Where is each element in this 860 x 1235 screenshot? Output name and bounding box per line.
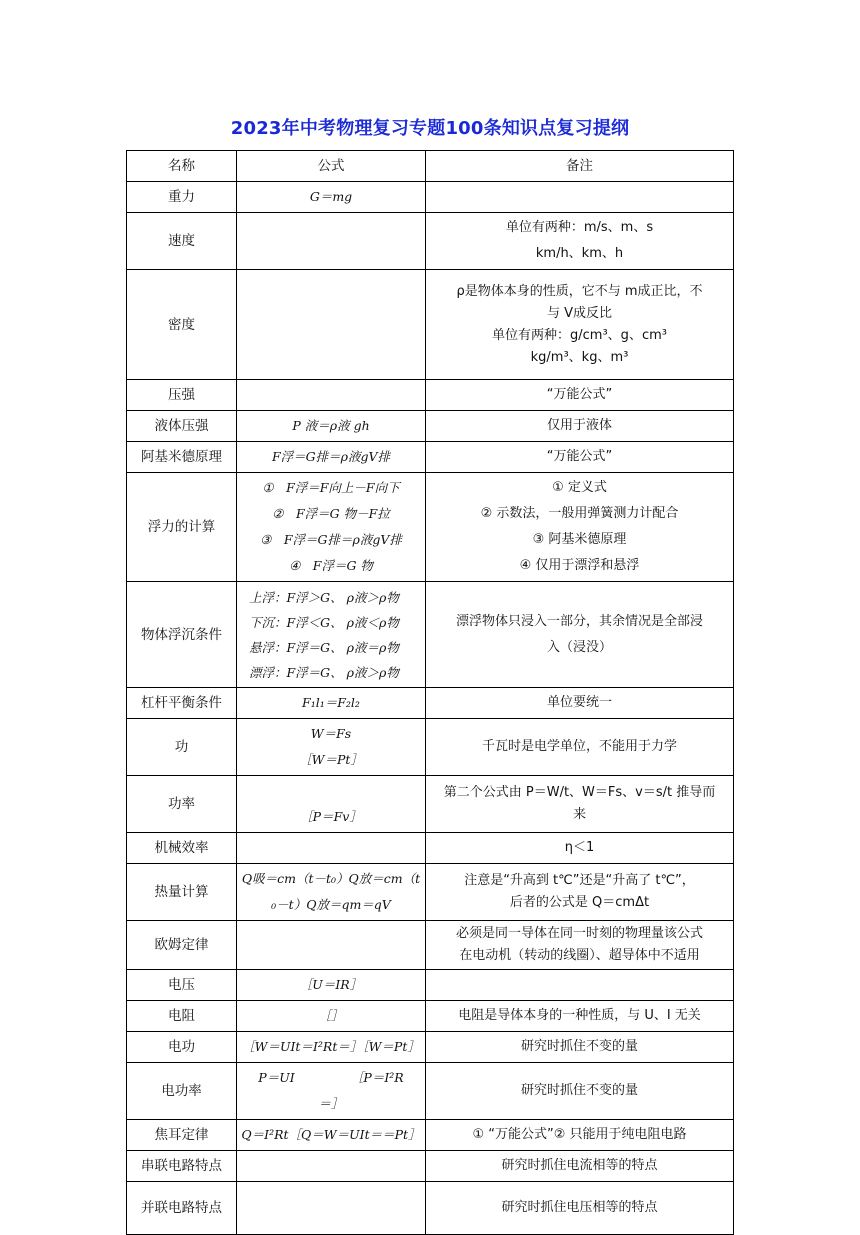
row-name: 并联电路特点: [127, 1182, 237, 1235]
table-row: [127, 411, 734, 442]
row-note: [426, 270, 734, 380]
row-formula: [237, 1032, 426, 1063]
row-name: 液体压强: [127, 411, 237, 442]
row-formula: [237, 1063, 426, 1120]
row-note: [426, 1001, 734, 1032]
formula-line: 悬浮：F浮＝G、 ρ液＝ρ物: [249, 639, 399, 655]
note-line: 必须是同一导体在同一时刻的物理量该公式: [455, 926, 703, 941]
note-line: ② 示数法，一般用弹簧测力计配合: [480, 506, 679, 521]
row-note: [426, 1032, 734, 1063]
note-line: ① 定义式: [552, 480, 607, 495]
formula-line: ③ F浮＝G排＝ρ液gV排: [260, 532, 402, 547]
row-formula: [237, 1001, 426, 1032]
row-formula: [237, 864, 426, 921]
note-line: 入（浸没）: [546, 639, 612, 655]
row-name: 重力: [127, 182, 237, 213]
table-body: [127, 151, 734, 1235]
table-row: [127, 1182, 734, 1235]
row-note: [426, 213, 734, 270]
formula-line: [241, 1195, 421, 1221]
row-name: 机械效率: [127, 833, 237, 864]
table-row: [127, 1001, 734, 1032]
formula-line: G＝mg: [309, 189, 353, 204]
formula-line: [241, 1153, 421, 1179]
formula-line: Q＝I²Rt［Q＝W＝UIt＝＝Pt］: [241, 1127, 421, 1142]
table-row: [127, 833, 734, 864]
row-note: [426, 473, 734, 582]
header-note: 备注: [426, 151, 734, 182]
row-note: [426, 864, 734, 921]
row-name: 密度: [127, 270, 237, 380]
row-formula: [237, 380, 426, 411]
row-formula: [237, 970, 426, 1001]
note-line: ρ是物体本身的性质，它不与 m成正比，不: [456, 283, 703, 299]
row-formula: [237, 1151, 426, 1182]
row-note: [426, 182, 734, 213]
table-row: [127, 1032, 734, 1063]
table-row: [127, 776, 734, 833]
note-line: 研究时抓住电压相等的特点: [501, 1200, 658, 1215]
row-formula: [237, 582, 426, 688]
formula-line: P＝UI ［P＝I²R: [258, 1070, 404, 1085]
note-line: ① “万能公式”② 只能用于纯电阻电路: [472, 1127, 687, 1142]
table-row: [127, 582, 734, 688]
header-row: [127, 151, 734, 182]
row-name: 速度: [127, 213, 237, 270]
formula-line: [241, 932, 421, 958]
formula-line: Q吸＝cm（t－t₀）Q放＝cm（t: [241, 871, 421, 886]
formula-line: [241, 778, 421, 804]
row-formula: [237, 719, 426, 776]
formula-line: [241, 228, 421, 254]
row-note: [426, 442, 734, 473]
row-formula: [237, 182, 426, 213]
row-name: 功率: [127, 776, 237, 833]
row-note: [426, 1182, 734, 1235]
note-line: “万能公式”: [546, 387, 613, 402]
note-line: 研究时抓住不变的量: [520, 1039, 638, 1054]
row-note: [426, 833, 734, 864]
row-note: [426, 1063, 734, 1120]
row-name: 热量计算: [127, 864, 237, 921]
table-row: [127, 213, 734, 270]
row-name: 欧姆定律: [127, 921, 237, 970]
formula-line: ［W＝UIt＝I²Rt＝］［W＝Pt］: [242, 1039, 420, 1054]
note-line: η＜1: [564, 840, 595, 855]
row-formula: [237, 921, 426, 970]
formula-line: [241, 835, 421, 861]
note-line: kg/m³、kg、m³: [530, 349, 629, 365]
note-line: ③ 阿基米德原理: [532, 532, 627, 547]
row-name: 串联电路特点: [127, 1151, 237, 1182]
table-row: [127, 921, 734, 970]
row-formula: [237, 411, 426, 442]
row-formula: [237, 473, 426, 582]
formula-line: F₁l₁＝F₂l₂: [302, 695, 360, 710]
row-note: [426, 688, 734, 719]
table-row: [127, 688, 734, 719]
row-formula: [237, 688, 426, 719]
row-name: 阿基米德原理: [127, 442, 237, 473]
row-name: 杠杆平衡条件: [127, 688, 237, 719]
formula-line: ＝］: [318, 1096, 344, 1111]
formula-line: [241, 382, 421, 408]
note-line: 研究时抓住不变的量: [520, 1083, 638, 1098]
row-formula: [237, 270, 426, 380]
formula-line: ₀－t）Q放＝qm＝qV: [271, 897, 391, 912]
note-line: ④ 仅用于漂浮和悬浮: [519, 558, 640, 573]
row-note: [426, 582, 734, 688]
row-name: 电阻: [127, 1001, 237, 1032]
note-line: 单位有两种：m/s、m、s: [505, 220, 654, 235]
note-line: 千瓦时是电学单位，不能用于力学: [481, 739, 677, 754]
table-row: [127, 864, 734, 921]
note-line: “万能公式”: [546, 449, 613, 464]
row-formula: [237, 442, 426, 473]
note-line: 漂浮物体只浸入一部分，其余情况是全部浸: [455, 613, 703, 629]
formula-line: 上浮：F浮＞G、 ρ液＞ρ物: [249, 589, 399, 605]
header-formula: 公式: [237, 151, 426, 182]
formula-line: ［U＝IR］: [299, 977, 363, 992]
row-formula: [237, 213, 426, 270]
table-row: [127, 182, 734, 213]
row-formula: [237, 1120, 426, 1151]
row-formula: [237, 776, 426, 833]
note-line: 单位要统一: [546, 695, 612, 710]
row-note: [426, 380, 734, 411]
table-row: [127, 380, 734, 411]
note-line: 来: [572, 807, 586, 822]
note-line: 与 V成反比: [546, 305, 613, 321]
formula-line: F浮＝G排＝ρ液gV排: [271, 449, 391, 464]
note-line: 在电动机（转动的线圈）、超导体中不适用: [459, 948, 700, 963]
table-row: [127, 719, 734, 776]
formula-line: ④ F浮＝G 物: [289, 558, 373, 573]
table-row: [127, 1063, 734, 1120]
row-note: [426, 970, 734, 1001]
row-name: 功: [127, 719, 237, 776]
row-note: [426, 719, 734, 776]
formula-line: ［W＝Pt］: [299, 752, 363, 767]
table-row: [127, 1120, 734, 1151]
row-note: [426, 776, 734, 833]
table-row: [127, 270, 734, 380]
note-line: 研究时抓住电流相等的特点: [501, 1158, 658, 1173]
row-note: [426, 1151, 734, 1182]
formula-line: W＝Fs: [310, 726, 352, 741]
formula-line: 漂浮：F浮＝G、 ρ液＞ρ物: [249, 664, 399, 680]
row-name: 电压: [127, 970, 237, 1001]
note-line: 注意是“升高到 t℃”还是“升高了 t℃”，: [464, 873, 695, 888]
row-name: 焦耳定律: [127, 1120, 237, 1151]
page-title: 2023年中考物理复习专题100条知识点复习提纲: [230, 118, 630, 139]
formula-line: ［P＝Fv］: [300, 809, 362, 824]
row-note: [426, 411, 734, 442]
row-formula: [237, 1182, 426, 1235]
formula-line: P 液＝ρ液 gh: [292, 418, 370, 433]
note-line: 仅用于液体: [546, 418, 612, 433]
formula-line: [241, 312, 421, 338]
row-name: 物体浮沉条件: [127, 582, 237, 688]
formula-line: ［］: [318, 1008, 344, 1023]
table-row: [127, 1151, 734, 1182]
table-row: [127, 442, 734, 473]
note-line: 单位有两种：g/cm³、g、cm³: [492, 327, 667, 343]
row-name: 压强: [127, 380, 237, 411]
row-formula: [237, 833, 426, 864]
note-line: 第二个公式由 P＝W/t、W＝Fs、v＝s/t 推导而: [443, 785, 716, 800]
row-note: [426, 921, 734, 970]
formula-line: ① F浮＝F向上－F向下: [262, 480, 400, 495]
header-name: 名称: [127, 151, 237, 182]
row-note: [426, 1120, 734, 1151]
formula-line: ② F浮＝G 物－F拉: [272, 506, 390, 521]
row-name: 电功率: [127, 1063, 237, 1120]
row-name: 电功: [127, 1032, 237, 1063]
table-row: [127, 970, 734, 1001]
note-line: km/h、km、h: [535, 246, 624, 261]
note-line: 后者的公式是 Q＝cmΔt: [509, 895, 650, 910]
formula-line: 下沉：F浮＜G、 ρ液＜ρ物: [249, 614, 399, 630]
formula-table: [126, 150, 734, 1235]
table-row: [127, 473, 734, 582]
row-name: 浮力的计算: [127, 473, 237, 582]
note-line: 电阻是导体本身的一种性质，与 U、I 无关: [458, 1008, 701, 1023]
